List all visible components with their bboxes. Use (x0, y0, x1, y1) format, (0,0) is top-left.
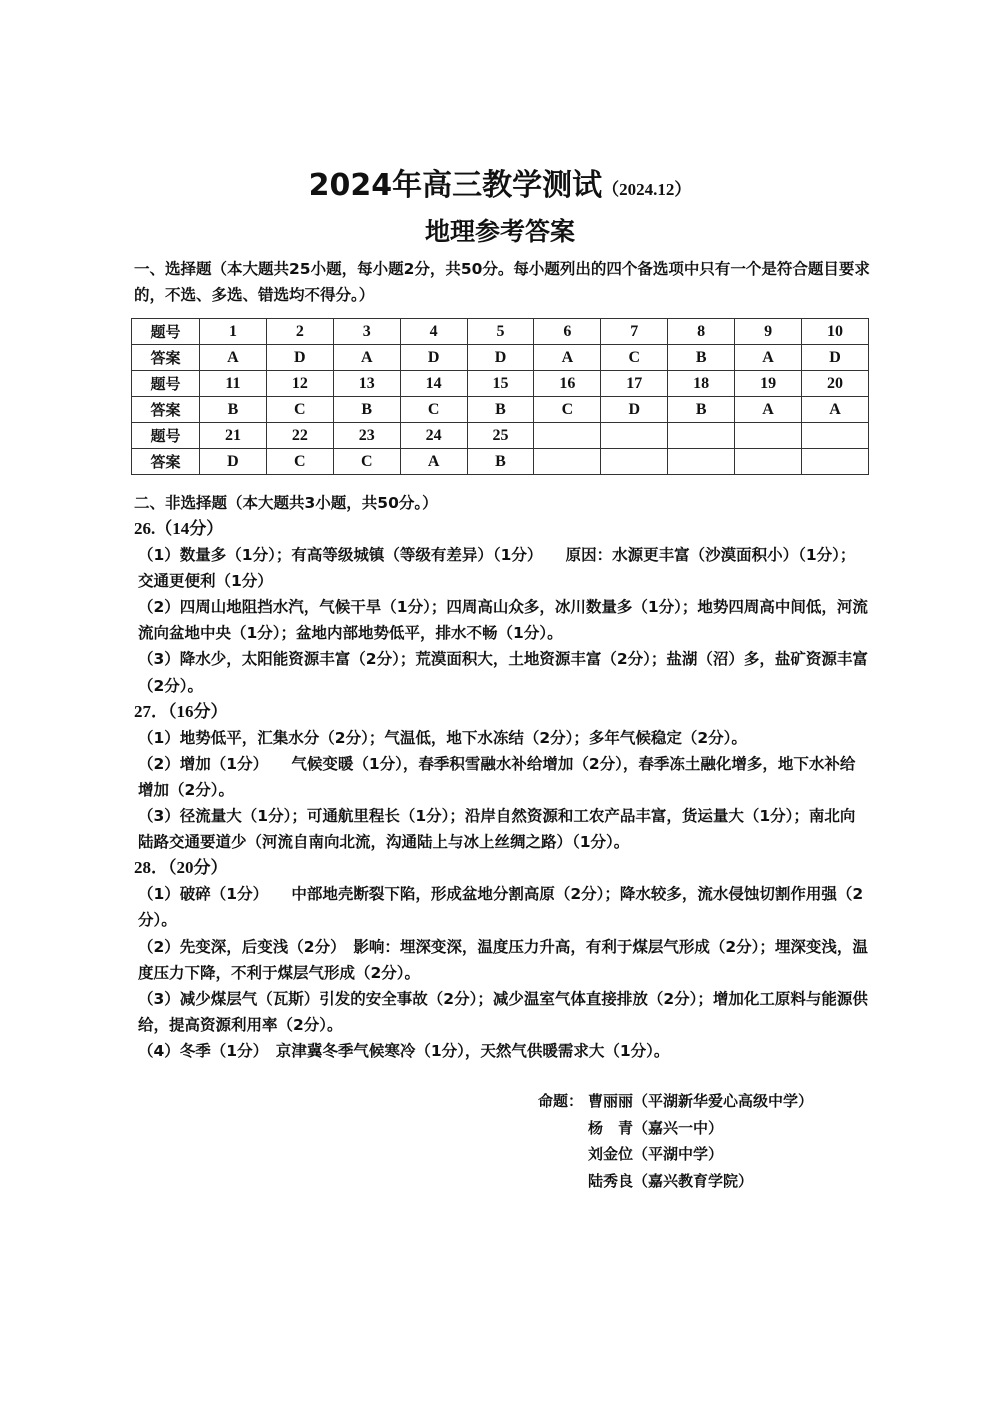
author-row (538, 1141, 813, 1168)
question-number-cell (601, 423, 668, 449)
question-number-cell: 19 (735, 371, 802, 397)
answer-cell (601, 449, 668, 475)
question-number-cell: 15 (467, 371, 534, 397)
author-name: 陆秀良（嘉兴教育学院） (588, 1171, 754, 1190)
answer-cell: D (400, 345, 467, 371)
answer-part: （4）冬季（1分） 京津冀冬季气候寒冷（1分），天然气供暖需求大（1分）。 (138, 1041, 670, 1060)
answer-cell: B (668, 397, 735, 423)
answer-part: （3）降水少，太阳能资源丰富（2分）；荒漠面积大，土地资源丰富（2分）；盐湖（沼）多，盐矿资源丰富（2分）。 (138, 650, 868, 695)
question-heading: 28．（20分） (134, 858, 228, 878)
row-label: 答案 (132, 345, 200, 371)
author-name: 曹丽丽（平湖新华爱心高级中学） (588, 1092, 814, 1110)
question-number-cell: 3 (333, 319, 400, 345)
document-subtitle: 地理参考答案 (424, 217, 575, 246)
section-2-heading: 二、非选择题（本大题共3小题，共50分。） (134, 494, 438, 512)
question-number-cell: 13 (333, 371, 400, 397)
answer-cell: A (400, 449, 467, 475)
answer-cell (668, 449, 735, 475)
author-row (538, 1115, 813, 1142)
answer-cell (802, 449, 869, 475)
authors-label (538, 1168, 588, 1195)
answer-cell: B (200, 397, 267, 423)
answer-cell (534, 449, 601, 475)
question-number-cell (802, 423, 869, 449)
answer-part: （3）径流量大（1分）；可通航里程长（1分）；沿岸自然资源和工农产品丰富，货运量大（1分）；南北向陆路交通要道少（河流自南向北流，沟通陆上与冰上丝绸之路）（1分）。 (138, 807, 856, 852)
answer-cell: C (333, 449, 400, 475)
answer-cell: C (266, 449, 333, 475)
answer-cell: B (668, 345, 735, 371)
answer-part: （2）增加（1分） 气候变暖（1分），春季积雪融水补给增加（2分），春季冻土融化增多，地下水补给增加（2分）。 (138, 754, 856, 799)
question-number-cell: 11 (200, 371, 267, 397)
answer-cell: D (601, 397, 668, 423)
title-date: （2024.12） (602, 180, 692, 199)
question-heading: 26.（14分） (134, 519, 224, 538)
question-number-cell: 21 (200, 423, 267, 449)
question-number-cell (668, 423, 735, 449)
question-number-cell: 25 (467, 423, 534, 449)
answer-cell: C (266, 397, 333, 423)
row-label: 答案 (132, 397, 200, 423)
authors-label: 命题： (538, 1092, 584, 1110)
free-response-answers (134, 516, 870, 1064)
author-row (538, 1088, 813, 1115)
question-number-row (132, 319, 869, 345)
title-text: 2024年高三教学测试 (308, 168, 603, 203)
question-number-cell: 8 (668, 319, 735, 345)
question-number-cell: 16 (534, 371, 601, 397)
answer-cell: B (467, 449, 534, 475)
question-number-cell: 18 (668, 371, 735, 397)
answer-part: （1）数量多（1分）；有高等级城镇（等级有差异）（1分） 原因：水源更丰富（沙漠面积小）（1分）；交通更便利（1分） (138, 546, 856, 591)
row-label: 题号 (132, 371, 200, 397)
answer-cell: D (266, 345, 333, 371)
question-number-cell: 14 (400, 371, 467, 397)
question-number-cell: 5 (467, 319, 534, 345)
question-number-cell: 17 (601, 371, 668, 397)
question-number-cell: 12 (266, 371, 333, 397)
answer-cell: A (333, 345, 400, 371)
question-number-cell: 23 (333, 423, 400, 449)
answer-row (132, 449, 869, 475)
question-number-cell: 22 (266, 423, 333, 449)
answer-cell: D (802, 345, 869, 371)
authors-label (538, 1115, 588, 1142)
answer-cell: C (601, 345, 668, 371)
question-number-cell: 1 (200, 319, 267, 345)
answer-cell: D (200, 449, 267, 475)
answer-cell: B (467, 397, 534, 423)
answer-part: （2）先变深，后变浅（2分） 影响：埋深变深，温度压力升高，有利于煤层气形成（2分）；埋深变浅，温度压力下降，不利于煤层气形成（2分）。 (138, 937, 868, 982)
answer-row (132, 345, 869, 371)
authors-label (538, 1141, 588, 1168)
question-number-row (132, 423, 869, 449)
answer-part: （2）四周山地阻挡水汽，气候干旱（1分）；四周高山众多，冰川数量多（1分）；地势四周高中间低，河流流向盆地中央（1分）；盆地内部地势低平，排水不畅（1分）。 (138, 598, 868, 643)
question-number-cell (735, 423, 802, 449)
author-row (538, 1168, 813, 1195)
row-label: 答案 (132, 449, 200, 475)
question-number-cell: 9 (735, 319, 802, 345)
answer-cell: C (534, 397, 601, 423)
question-number-cell (534, 423, 601, 449)
answer-cell: A (802, 397, 869, 423)
answer-cell: D (467, 345, 534, 371)
answer-row (132, 397, 869, 423)
answer-part: （3）减少煤层气（瓦斯）引发的安全事故（2分）；减少温室气体直接排放（2分）；增加化工原料与能源供给，提高资源利用率（2分）。 (138, 989, 868, 1034)
question-number-cell: 2 (266, 319, 333, 345)
document-title (0, 160, 1000, 204)
row-label: 题号 (132, 423, 200, 449)
answer-part: （1）破碎（1分） 中部地壳断裂下陷，形成盆地分割高原（2分）；降水较多，流水侵蚀切割作用强（2分）。 (138, 885, 864, 930)
question-number-cell: 20 (802, 371, 869, 397)
answer-part: （1）地势低平，汇集水分（2分）；气温低，地下水冻结（2分）；多年气候稳定（2分）。 (138, 728, 747, 747)
question-number-cell: 10 (802, 319, 869, 345)
answer-cell: B (333, 397, 400, 423)
question-number-cell: 7 (601, 319, 668, 345)
author-name: 杨 青（嘉兴一中） (588, 1118, 724, 1137)
question-number-row (132, 371, 869, 397)
question-number-cell: 6 (534, 319, 601, 345)
question-number-cell: 24 (400, 423, 467, 449)
answer-cell: A (534, 345, 601, 371)
answer-cell: C (400, 397, 467, 423)
section-1-heading: 一、选择题（本大题共25小题，每小题2分，共50分。每小题列出的四个备选项中只有一个是符合题目要求的，不选、多选、错选均不得分。） (134, 260, 870, 304)
question-number-cell: 4 (400, 319, 467, 345)
answer-cell: A (200, 345, 267, 371)
answer-cell: A (735, 345, 802, 371)
author-name: 刘金位（平湖中学） (588, 1145, 724, 1163)
question-heading: 27．（16分） (134, 701, 228, 721)
authors-block (538, 1088, 813, 1194)
answer-table (131, 318, 869, 475)
row-label: 题号 (132, 319, 200, 345)
answer-cell: A (735, 397, 802, 423)
answer-cell (735, 449, 802, 475)
